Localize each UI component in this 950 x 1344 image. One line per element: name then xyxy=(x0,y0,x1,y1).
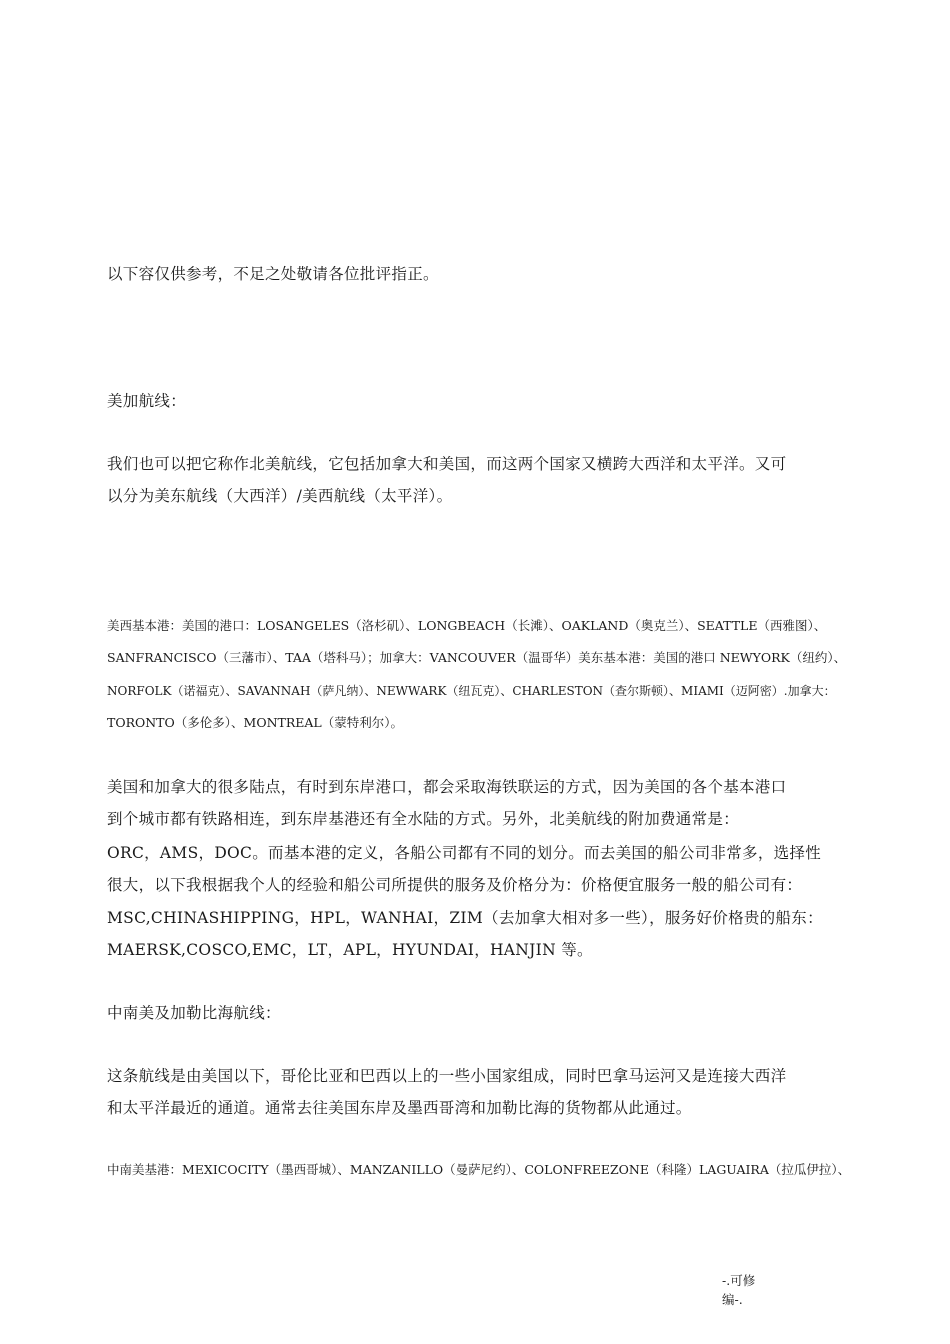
paragraph-line: 我们也可以把它称作北美航线，它包括加拿大和美国，而这两个国家又横跨大西洋和太平洋。又可 xyxy=(107,455,787,473)
paragraph-line: MAERSK,COSCO,EMC，LT，APL，HYUNDAI，HANJIN 等。 xyxy=(107,941,593,959)
paragraph-line: MSC,CHINASHIPPING，HPL，WANHAI，ZIM（去加拿大相对多一些），服务好价格贵的船东： xyxy=(107,909,823,927)
ports-line: TORONTO（多伦多）、MONTREAL（蒙特利尔）。 xyxy=(107,715,403,730)
paragraph-line: ORC，AMS，DOC。而基本港的定义，各船公司都有不同的划分。而去美国的船公司非常多，选择性 xyxy=(107,844,822,862)
ports-line: 中南美基港：MEXICOCITY（墨西哥城）、MANZANILLO（曼萨尼约）、COLONFREEZONE（科隆）LAGUAIRA（拉瓜伊拉）、 xyxy=(107,1162,851,1177)
intro-note: 以下容仅供参考，不足之处敬请各位批评指正。 xyxy=(107,265,439,283)
paragraph-line: 到个城市都有铁路相连，到东岸基港还有全水陆的方式。另外，北美航线的附加费通常是： xyxy=(107,810,740,828)
paragraph-line: 以分为美东航线（大西洋）/美西航线（太平洋）。 xyxy=(107,487,453,505)
paragraph-line: 美国和加拿大的很多陆点，有时到东岸港口，都会采取海铁联运的方式，因为美国的各个基本港口 xyxy=(107,778,787,796)
paragraph-line: 很大，以下我根据我个人的经验和船公司所提供的服务及价格分为：价格便宜服务一般的船公司有： xyxy=(107,876,803,894)
section-heading-central-south-america: 中南美及加勒比海航线： xyxy=(107,1004,281,1022)
footer-note: -.可修 xyxy=(722,1273,756,1288)
paragraph-line: 这条航线是由美国以下，哥伦比亚和巴西以上的一些小国家组成，同时巴拿马运河又是连接大西洋 xyxy=(107,1067,787,1085)
footer-note: 编-. xyxy=(722,1292,743,1307)
ports-line: SANFRANCISCO（三藩市）、TAA（塔科马）；加拿大：VANCOUVER（温哥华）美东基本港：美国的港口 NEWYORK（纽约）、 xyxy=(107,650,847,665)
ports-line: NORFOLK（诺福克）、SAVANNAH（萨凡纳）、NEWWARK（纽瓦克）、CHARLESTON（查尔斯顿）、MIAMI（迈阿密）.加拿大： xyxy=(107,684,836,698)
paragraph-line: 和太平洋最近的通道。通常去往美国东岸及墨西哥湾和加勒比海的货物都从此通过。 xyxy=(107,1099,692,1117)
ports-line: 美西基本港：美国的港口：LOSANGELES（洛杉矶）、LONGBEACH（长滩）、OAKLAND（奥克兰）、SEATTLE（西雅图）、 xyxy=(107,618,827,633)
section-heading-us-canada: 美加航线： xyxy=(107,392,187,410)
